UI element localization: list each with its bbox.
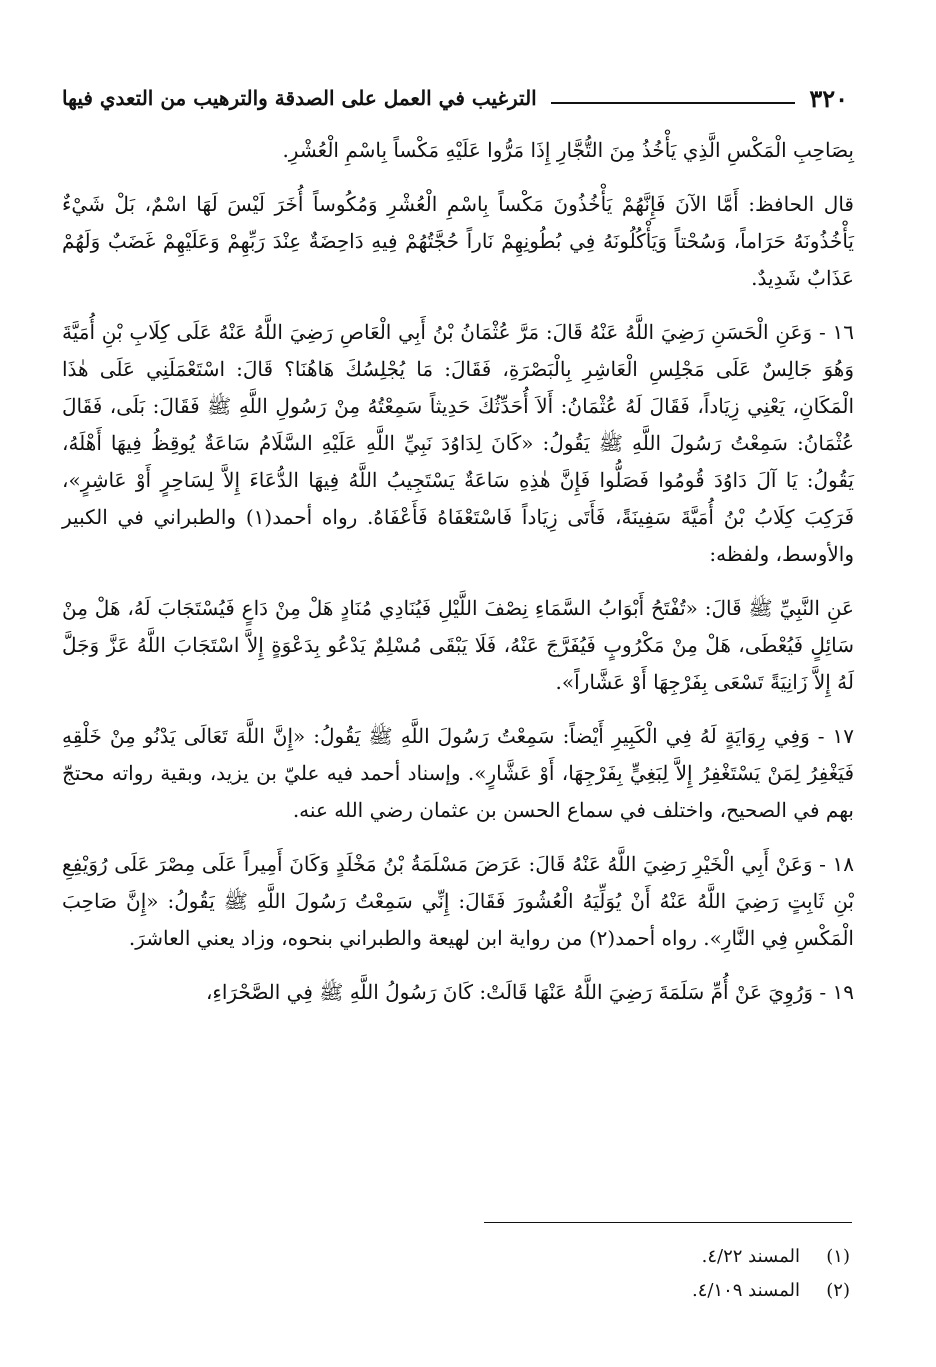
hadith-18: ١٨ - وَعَنْ أَبِي الْخَيْرِ رَضِيَ اللَّهُ عَنْهُ قَالَ: عَرَضَ مَسْلَمَةُ بْنُ مَخْلَدٍ وَكَانَ أَمِيراً عَلَى مِصْرَ عَلَى رُوَيْفِعِ بْنِ ثَابِتٍ رَضِيَ اللَّهُ عَنْهُ أَنْ يُوَلِّيَهُ الْعُشُورَ فَقَالَ: إِنِّي سَمِعْتُ رَسُولَ اللَّهِ ﷺ يَقُولُ: «إِنَّ صَاحِبَ الْمَكْسِ فِي النَّارِ». رواه أحمد(٢) من رواية ابن لهيعة والطبراني بنحوه، وزاد يعني العاشرَ. bbox=[62, 852, 854, 950]
footnote bbox=[450, 1274, 850, 1308]
header-rule bbox=[551, 102, 796, 104]
footnote bbox=[450, 1240, 850, 1274]
paragraph: قال الحافظ: أَمَّا الآنَ فَإِنَّهُمْ يَأْخُذُونَ مَكْساً بِاسْمِ الْعُشْرِ وَمُكُوساً أُخَرَ لَيْسَ لَهَا اسْمٌ، بَلْ شَيْءٌ يَأْخُذُونَهُ حَرَاماً، وَسُحْتاً وَيَأْكُلُونَهُ فِي بُطُونِهِمْ نَاراً حُجَّتُهُمْ فِيهِ دَاحِضَةٌ عِنْدَ رَبِّهِمْ وَعَلَيْهِمْ غَضَبٌ وَلَهُمْ عَذَابٌ شَدِيدٌ. bbox=[62, 192, 854, 290]
footnote-text: المسند ٤/٢٢. bbox=[701, 1246, 800, 1267]
footnotes bbox=[450, 1240, 850, 1308]
footnote-text: المسند ٤/١٠٩. bbox=[691, 1280, 800, 1301]
hadith-19: ١٩ - وَرُوِيَ عَنْ أُمِّ سَلَمَةَ رَضِيَ اللَّهُ عَنْهَا قَالَتْ: كَانَ رَسُولُ اللَّهِ ﷺ فِي الصَّحْرَاءِ، bbox=[205, 980, 854, 1004]
page-header bbox=[62, 80, 848, 116]
page-number: ٣٢٠ bbox=[809, 83, 848, 113]
footnote-mark: (١) bbox=[826, 1246, 850, 1267]
footnote-mark: (٢) bbox=[826, 1280, 850, 1301]
hadith-17: ١٧ - وَفِي رِوَايَةٍ لَهُ فِي الْكَبِيرِ أَيْضاً: سَمِعْتُ رَسُولَ اللَّهِ ﷺ يَقُولُ: «إِنَّ اللَّهَ تَعَالَى يَدْنُو مِنْ خَلْقِهِ فَيَغْفِرُ لِمَنْ يَسْتَغْفِرُ إِلاَّ لِبَغِيٍّ بِفَرْجِهَا، أَوْ عَشَّارٍ». وإسناد أحمد فيه عليّ بن يزيد، وبقية رواته محتجّ بهم في الصحيح، واختلف في سماع الحسن بن عثمان رضي الله عنه. bbox=[62, 724, 854, 822]
hadith-16: ١٦ - وَعَنِ الْحَسَنِ رَضِيَ اللَّهُ عَنْهُ قَالَ: مَرَّ عُثْمَانُ بْنُ أَبِي الْعَاصِ رَضِيَ اللَّهُ عَنْهُ عَلَى كِلَابِ بْنِ أُمَيَّةَ وَهُوَ جَالِسٌ عَلَى مَجْلِسِ الْعَاشِرِ بِالْبَصْرَةِ، فَقَالَ: مَا يُجْلِسُكَ هَاهُنَا؟ قَالَ: اسْتَعْمَلَنِي عَلَى هٰذَا الْمَكَانِ، يَعْنِي زِيَاداً، فَقَالَ لَهُ عُثْمَانُ: أَلاَ أُحَدِّثُكَ حَدِيثاً سَمِعْتُهُ مِنْ رَسُولِ اللَّهِ ﷺ فَقَالَ: بَلَى، فَقَالَ عُثْمَانُ: سَمِعْتُ رَسُولَ اللَّهِ ﷺ يَقُولُ: «كَانَ لِدَاوُدَ نَبِيِّ اللَّهِ عَلَيْهِ السَّلَامُ سَاعَةٌ يُوقِظُ فِيهَا أَهْلَهُ، يَقُولُ: يَا آلَ دَاوُدَ قُومُوا فَصَلُّوا فَإِنَّ هٰذِهِ سَاعَةٌ يَسْتَجِيبُ اللَّهُ فِيهَا الدُّعَاءَ إِلاَّ لِسَاحِرٍ أَوْ عَاشِرٍ»، فَرَكِبَ كِلَابُ بْنُ أُمَيَّةَ سَفِينَةً، فَأَتَى زِيَاداً فَاسْتَعْفَاهُ فَأَعْفَاهُ. رواه أحمد(١) والطبراني في الكبير والأوسط، ولفظه: bbox=[62, 320, 855, 566]
main-text bbox=[62, 132, 854, 1028]
running-title: الترغيب في العمل على الصدقة والترهيب من التعدي فيها bbox=[62, 86, 537, 110]
footnote-rule bbox=[484, 1222, 852, 1223]
paragraph: عَنِ النَّبِيِّ ﷺ قَالَ: «تُفْتَحُ أَبْوَابُ السَّمَاءِ نِصْفَ اللَّيْلِ فَيُنَادِي مُنَادٍ هَلْ مِنْ دَاعٍ فَيُسْتَجَابَ لَهُ، هَلْ مِنْ سَائِلٍ فَيُعْطَى، هَلْ مِنْ مَكْرُوبٍ فَيُفَرَّجَ عَنْهُ، فَلَا يَبْقَى مُسْلِمٌ يَدْعُو بِدَعْوَةٍ إِلاَّ اسْتَجَابَ اللَّهُ عَزَّ وَجَلَّ لَهُ إِلاَّ زَانِيَةً تَسْعَى بِفَرْجِهَا أَوْ عَشَّاراً». bbox=[62, 596, 854, 694]
paragraph: بِصَاحِبِ الْمَكْسِ الَّذِي يَأْخُذُ مِنَ التُّجَّارِ إِذَا مَرُّوا عَلَيْهِ مَكْساً بِاسْمِ الْعُشْرِ. bbox=[282, 138, 854, 162]
